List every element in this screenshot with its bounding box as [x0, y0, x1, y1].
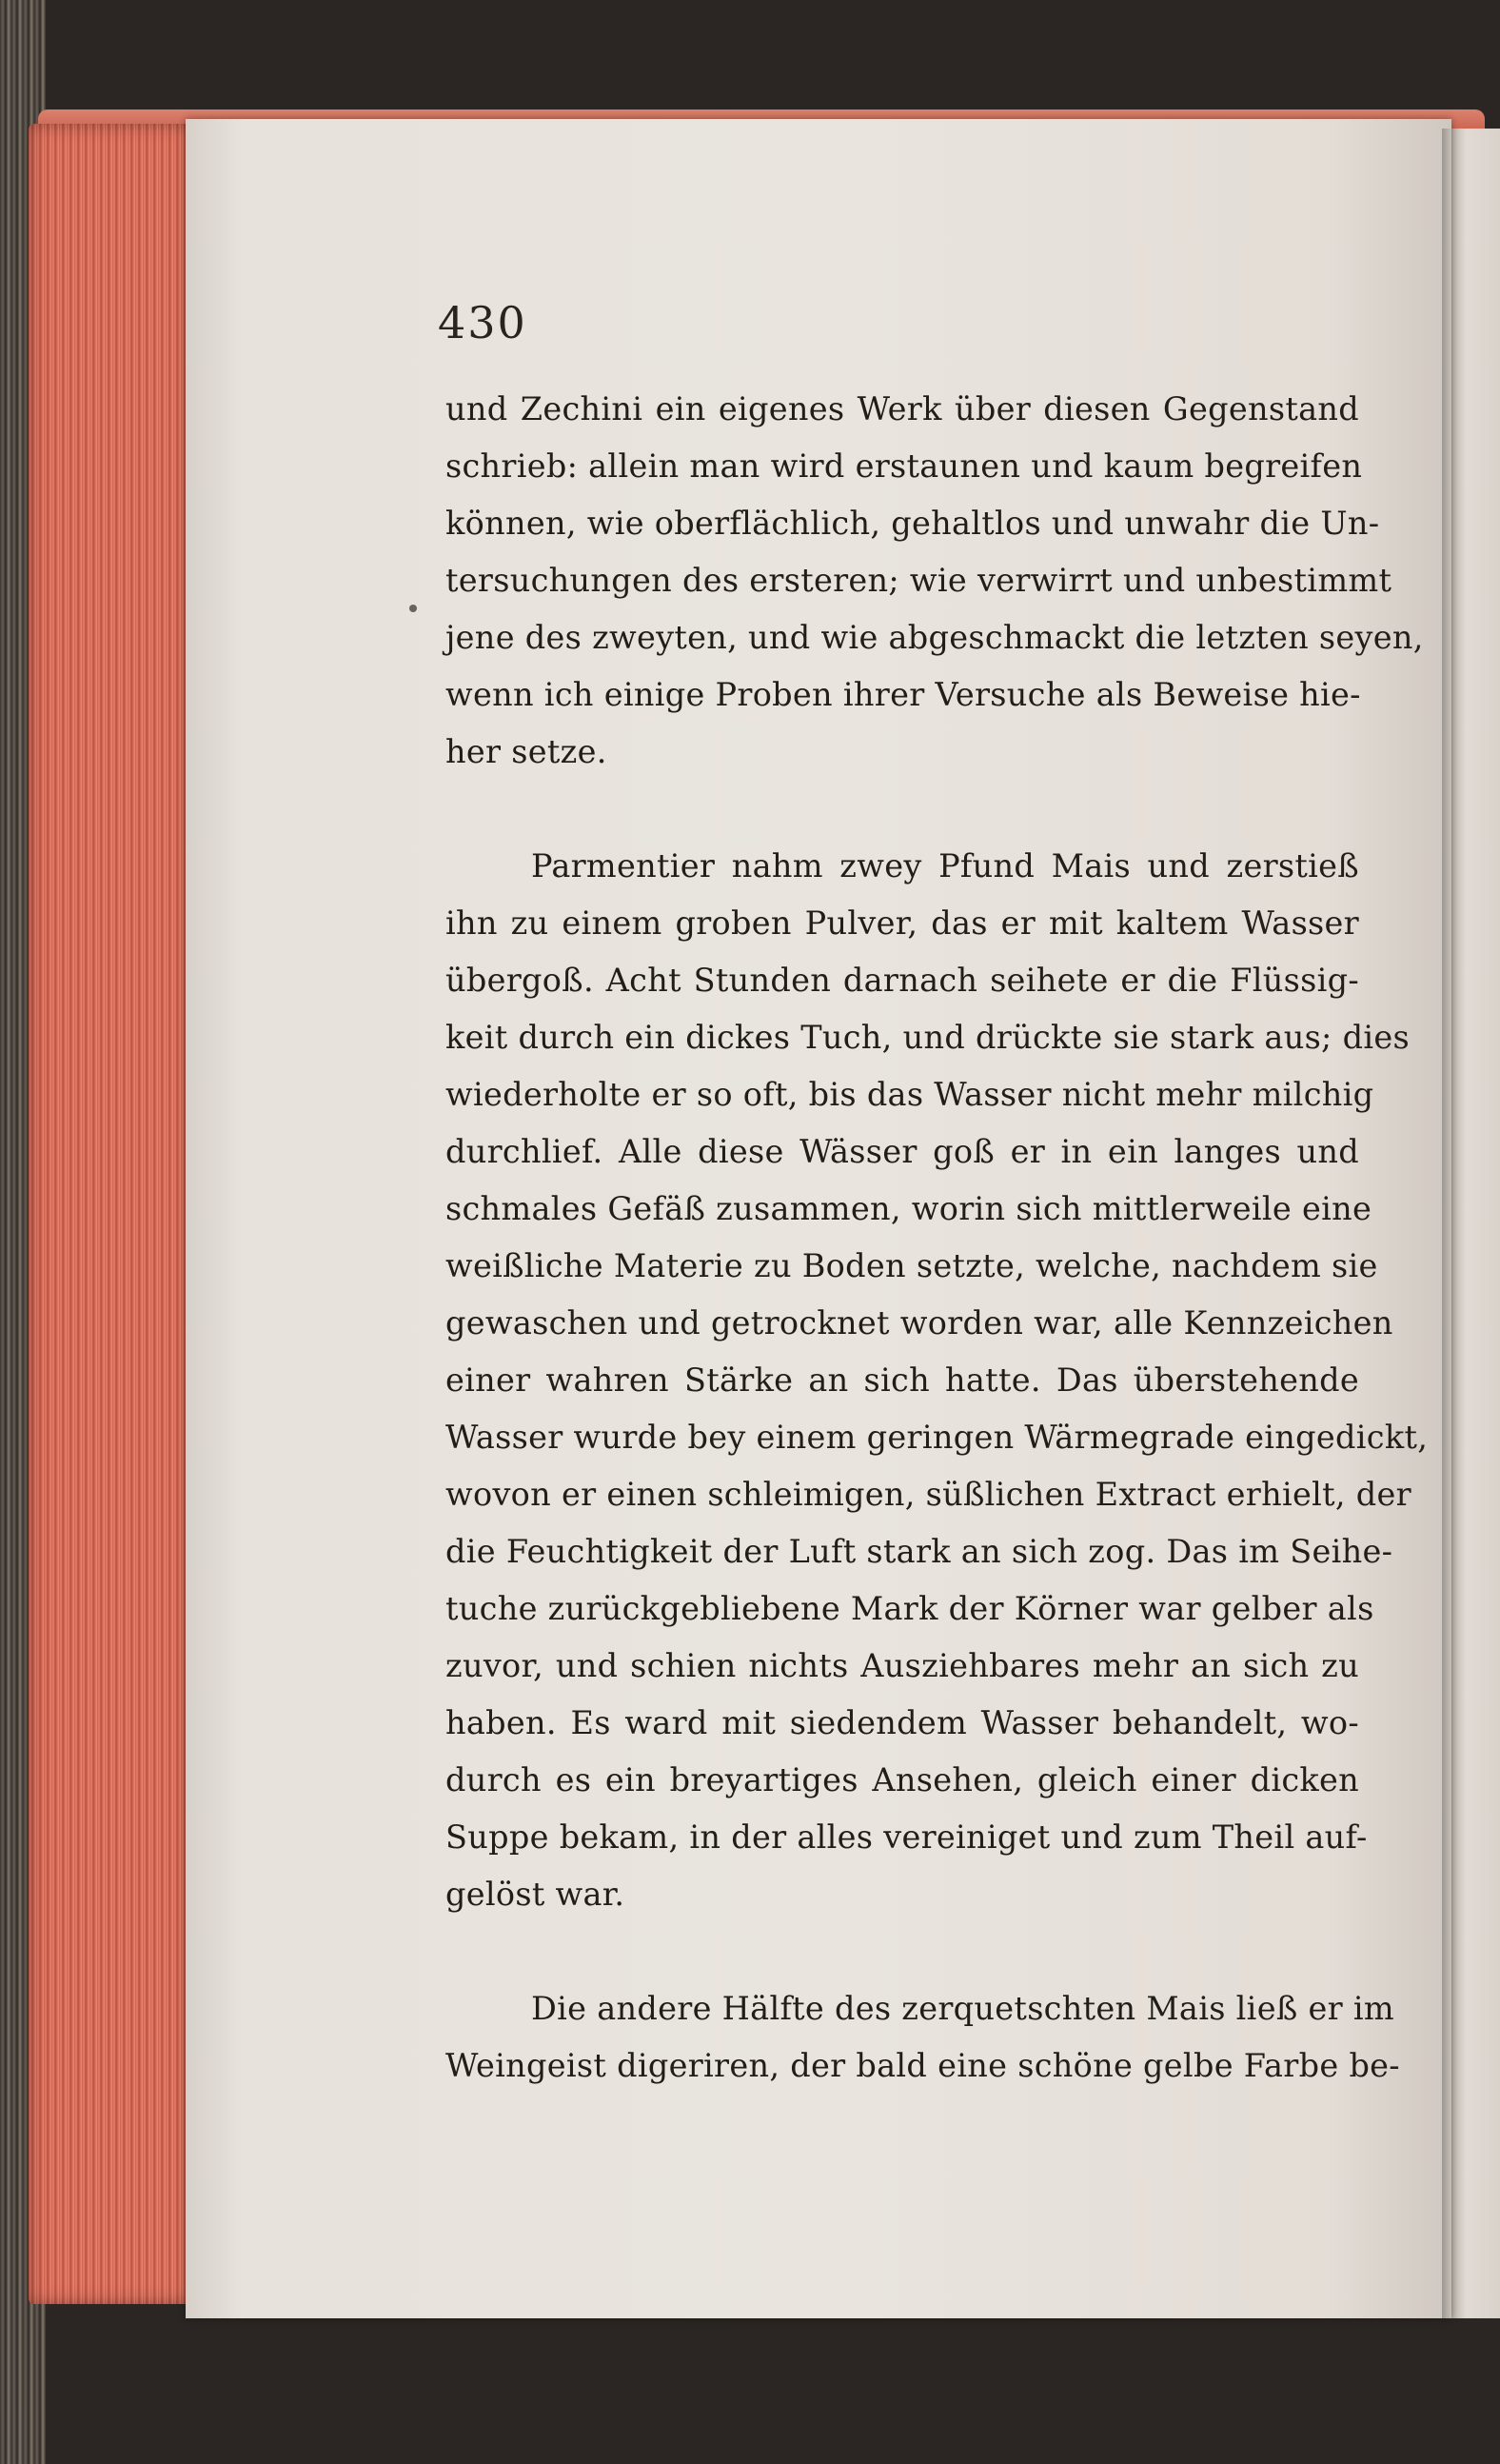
text-line: tuche zurückgebliebene Mark der Körner war gelber als	[445, 1590, 1374, 1627]
text-line: übergoß. Acht Stunden darnach seihete er die Flüssig-	[445, 962, 1359, 999]
text-line: jene des zweyten, und wie abgeschmackt die letzten seyen,	[445, 619, 1424, 656]
text-line: keit durch ein dickes Tuch, und drückte sie stark aus; dies	[445, 1019, 1410, 1056]
body-text	[445, 381, 1429, 2095]
paragraph-gap	[445, 781, 1359, 838]
ink-spot	[409, 605, 417, 612]
text-line: schmales Gefäß zusammen, worin sich mittlerweile eine	[445, 1190, 1372, 1227]
text-line: und Zechini ein eigenes Werk über diesen Gegenstand	[445, 390, 1359, 427]
text-line: Wasser wurde bey einem geringen Wärmegrade eingedickt,	[445, 1419, 1429, 1456]
text-line: tersuchungen des ersteren; wie verwirrt und unbestimmt	[445, 562, 1392, 599]
text-line: schrieb: allein man wird erstaunen und kaum begreifen	[445, 447, 1363, 485]
text-line: wovon er einen schleimigen, süßlichen Extract erhielt, der	[445, 1476, 1411, 1513]
text-line: können, wie oberflächlich, gehaltlos und unwahr die Un-	[445, 505, 1380, 542]
text-line: durch es ein breyartiges Ansehen, gleich einer dicken	[445, 1761, 1359, 1798]
text-line: durchlief. Alle diese Wässer goß er in ein langes und	[445, 1133, 1359, 1170]
gutter-shadow	[1442, 129, 1453, 2318]
page-number: 430	[438, 297, 527, 348]
text-line: die Feuchtigkeit der Luft stark an sich zog. Das im Seihe-	[445, 1533, 1393, 1570]
text-line: einer wahren Stärke an sich hatte. Das überstehende	[445, 1361, 1359, 1399]
text-line: wiederholte er so oft, bis das Wasser nicht mehr milchig	[445, 1076, 1374, 1113]
text-line: her setze.	[445, 733, 607, 770]
text-line: zuvor, und schien nichts Ausziehbares mehr an sich zu	[445, 1647, 1359, 1684]
paragraph-1	[445, 381, 1424, 781]
text-line: ihn zu einem groben Pulver, das er mit kaltem Wasser	[445, 904, 1359, 942]
text-line: Die andere Hälfte des zerquetschten Mais ließ er im	[531, 1990, 1394, 2027]
page-edges	[29, 124, 195, 2304]
text-line: weißliche Materie zu Boden setzte, welche, nachdem sie	[445, 1247, 1378, 1284]
text-line: wenn ich einige Proben ihrer Versuche als Beweise hie-	[445, 676, 1361, 713]
text-line: Weingeist digeriren, der bald eine schöne gelbe Farbe be-	[445, 2047, 1400, 2084]
paragraph-gap	[445, 1923, 1359, 1980]
text-line: Suppe bekam, in der alles vereiniget und zum Theil auf-	[445, 1818, 1368, 1856]
facing-page-edge	[1451, 129, 1500, 2318]
paragraph-3	[445, 1980, 1400, 2095]
text-line: gewaschen und getrocknet worden war, alle Kennzeichen	[445, 1304, 1393, 1341]
text-line: Parmentier nahm zwey Pfund Mais und zerstieß	[531, 847, 1359, 884]
paragraph-2	[445, 838, 1429, 1923]
text-line: haben. Es ward mit siedendem Wasser behandelt, wo-	[445, 1704, 1359, 1741]
text-line: gelöst war.	[445, 1876, 625, 1913]
